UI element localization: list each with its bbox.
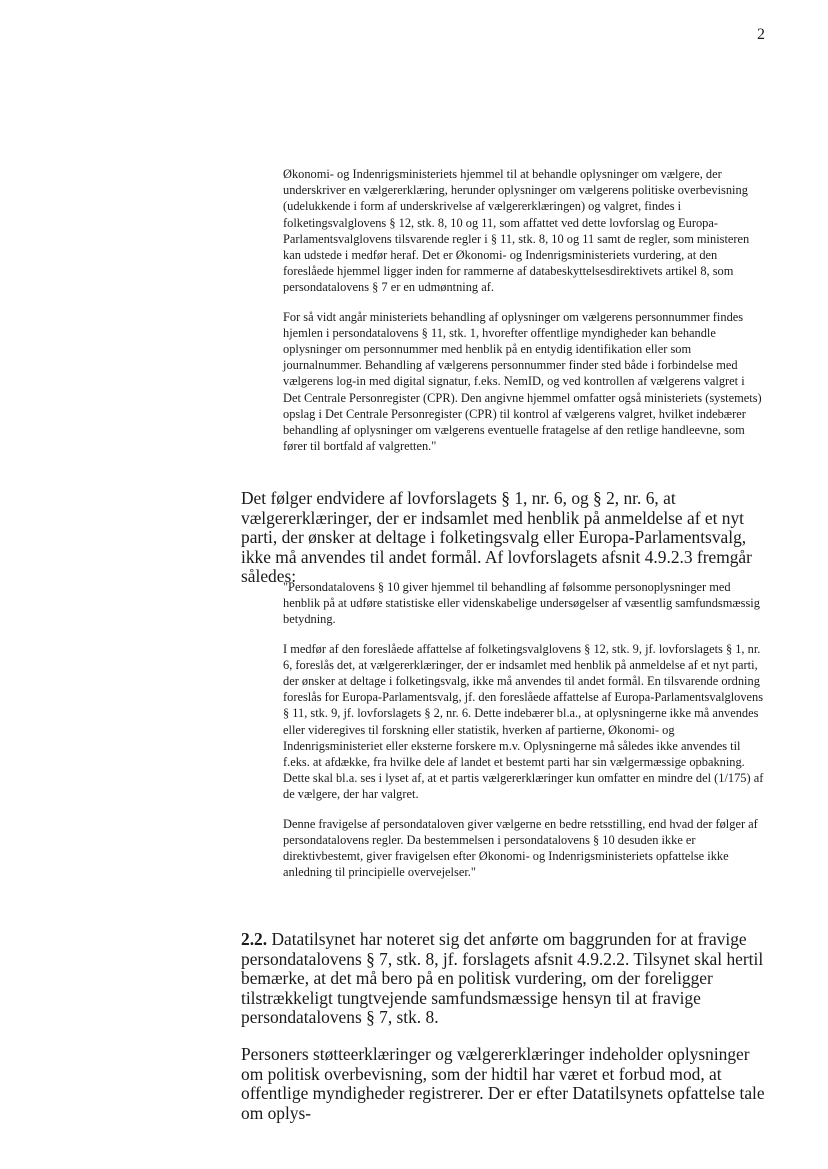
quote-paragraph: Økonomi- og Indenrigsministeriets hjemmel til at behandle oplysninger om vælgere, der underskriver en vælgererklæring, herunder oplysninger om vælgerens politiske overbevisning (udelukkende i form af underskrivelse af vælgererklæringen) og valgret, findes i folketingsvalglovens § 12, stk. 8, 10 og 11, som affattet ved dette lovforslag og Europa-Parlamentsvalglovens tilsvarende regler i § 11, stk. 8, 10 og 11 samt de regler, som ministeren kan udstede i medfør heraf. Det er Økonomi- og Indenrigsministeriets vurdering, at den foreslåede hjemmel ligger inden for rammerne af databeskyttelsesdirektivets artikel 8, som persondatalovens § 7 er en udmøntning af. — [283, 167, 750, 295]
body-paragraph: Det følger endvidere af lovforslagets § 1, nr. 6, og § 2, nr. 6, at vælgererklæringer, der er indsamlet med henblik på anmeldelse af et nyt parti, der ønsker at deltage i folketingsvalg eller Europa-Parlamentsvalg, ikke må anvendes til andet formål. Af lovforslagets afsnit 4.9.2.3 fremgår således: — [241, 488, 752, 586]
quoted-passage-bill-section — [283, 579, 765, 893]
quote-paragraph: I medfør af den foreslåede affattelse af folketingsvalglovens § 12, stk. 9, jf. lovforslagets § 1, nr. 6, foreslås det, at vælgererklæringer, der er indsamlet med henblik på anmeldelse af et nyt parti, der ønsker at deltage i folketingsvalg, ikke må anvendes til andet formål. En tilsvarende ordning foreslås for Europa-Parlamentsvalg, jf. den foreslåede affattelse af Europa-Parlamentsvalglovens § 11, stk. 9, jf. lovforslagets § 2, nr. 6. Dette indebærer bl.a., at oplysningerne ikke må anvendes eller videregives til forskning eller statistik, hverken af partierne, Økonomi- og Indenrigsministeriet eller eksterne forskere m.v. Oplysningerne må således ikke anvendes til f.eks. at afdække, fra hvilke dele af landet et bestemt parti har sin vælgermæssige opbakning. Dette skal bl.a. ses i lyset af, at et partis vælgererklæringer kun omfatter en mindre del (1/175) af de vælgere, der har valgret. — [283, 641, 764, 802]
section-paragraph — [241, 930, 765, 1028]
page-number: 2 — [757, 26, 765, 43]
quote-paragraph: Denne fravigelse af persondataloven giver vælgerne en bedre retsstilling, end hvad der følger af persondatalovens regler. Da bestemmelsen i persondatalovens § 10 desuden ikke er direktivbestemt, giver fravigelsen efter Økonomi- og Indenrigsministeriets opfattelse ikke anledning til principielle overvejelser." — [283, 816, 758, 880]
section-text: Datatilsynet har noteret sig det anførte om baggrunden for at fravige persondatalovens § 7, stk. 8, jf. forslagets afsnit 4.9.2.2. Tilsynet skal hertil bemærke, at det må bero på en politisk vurdering, om der foreligger tilstrækkeligt tungtvejende samfundsmæssige hensyn til at fravige persondatalovens § 7, stk. 8. — [241, 929, 764, 1027]
section-number: 2.2. — [241, 929, 268, 949]
quoted-passage-ministry — [283, 166, 765, 467]
body-paragraph: Personers støtteerklæringer og vælgererklæringer indeholder oplysninger om politisk overbevisning, som der hidtil har været et forbud mod, at offentlige myndigheder registrerer. Der er efter Datatilsynets opfattelse tale om oplys- — [241, 1044, 765, 1123]
quote-paragraph: For så vidt angår ministeriets behandling af oplysninger om vælgerens personnummer findes hjemlen i persondatalovens § 11, stk. 1, hvorefter offentlige myndigheder kan behandle oplysninger om personnummer med henblik på en entydig identifikation eller som journalnummer. Behandling af vælgerens personnummer finder sted både i forbindelse med vælgerens log-in med digital signatur, f.eks. NemID, og ved kontrollen af vælgerens valgret i Det Centrale Personregister (CPR). Den angivne hjemmel omfatter også ministeriets (systemets) opslag i Det Centrale Personregister (CPR) til kontrol af vælgerens valgret, hvilket indebærer behandling af oplysninger om vælgerens eventuelle fratagelse af den retlige handleevne, som fører til bortfald af valgretten." — [283, 309, 762, 454]
quote-paragraph: "Persondatalovens § 10 giver hjemmel til behandling af følsomme personoplysninger med henblik på at udføre statistiske eller videnskabelige undersøgelser af væsentlig samfundsmæssig betydning. — [283, 580, 760, 627]
